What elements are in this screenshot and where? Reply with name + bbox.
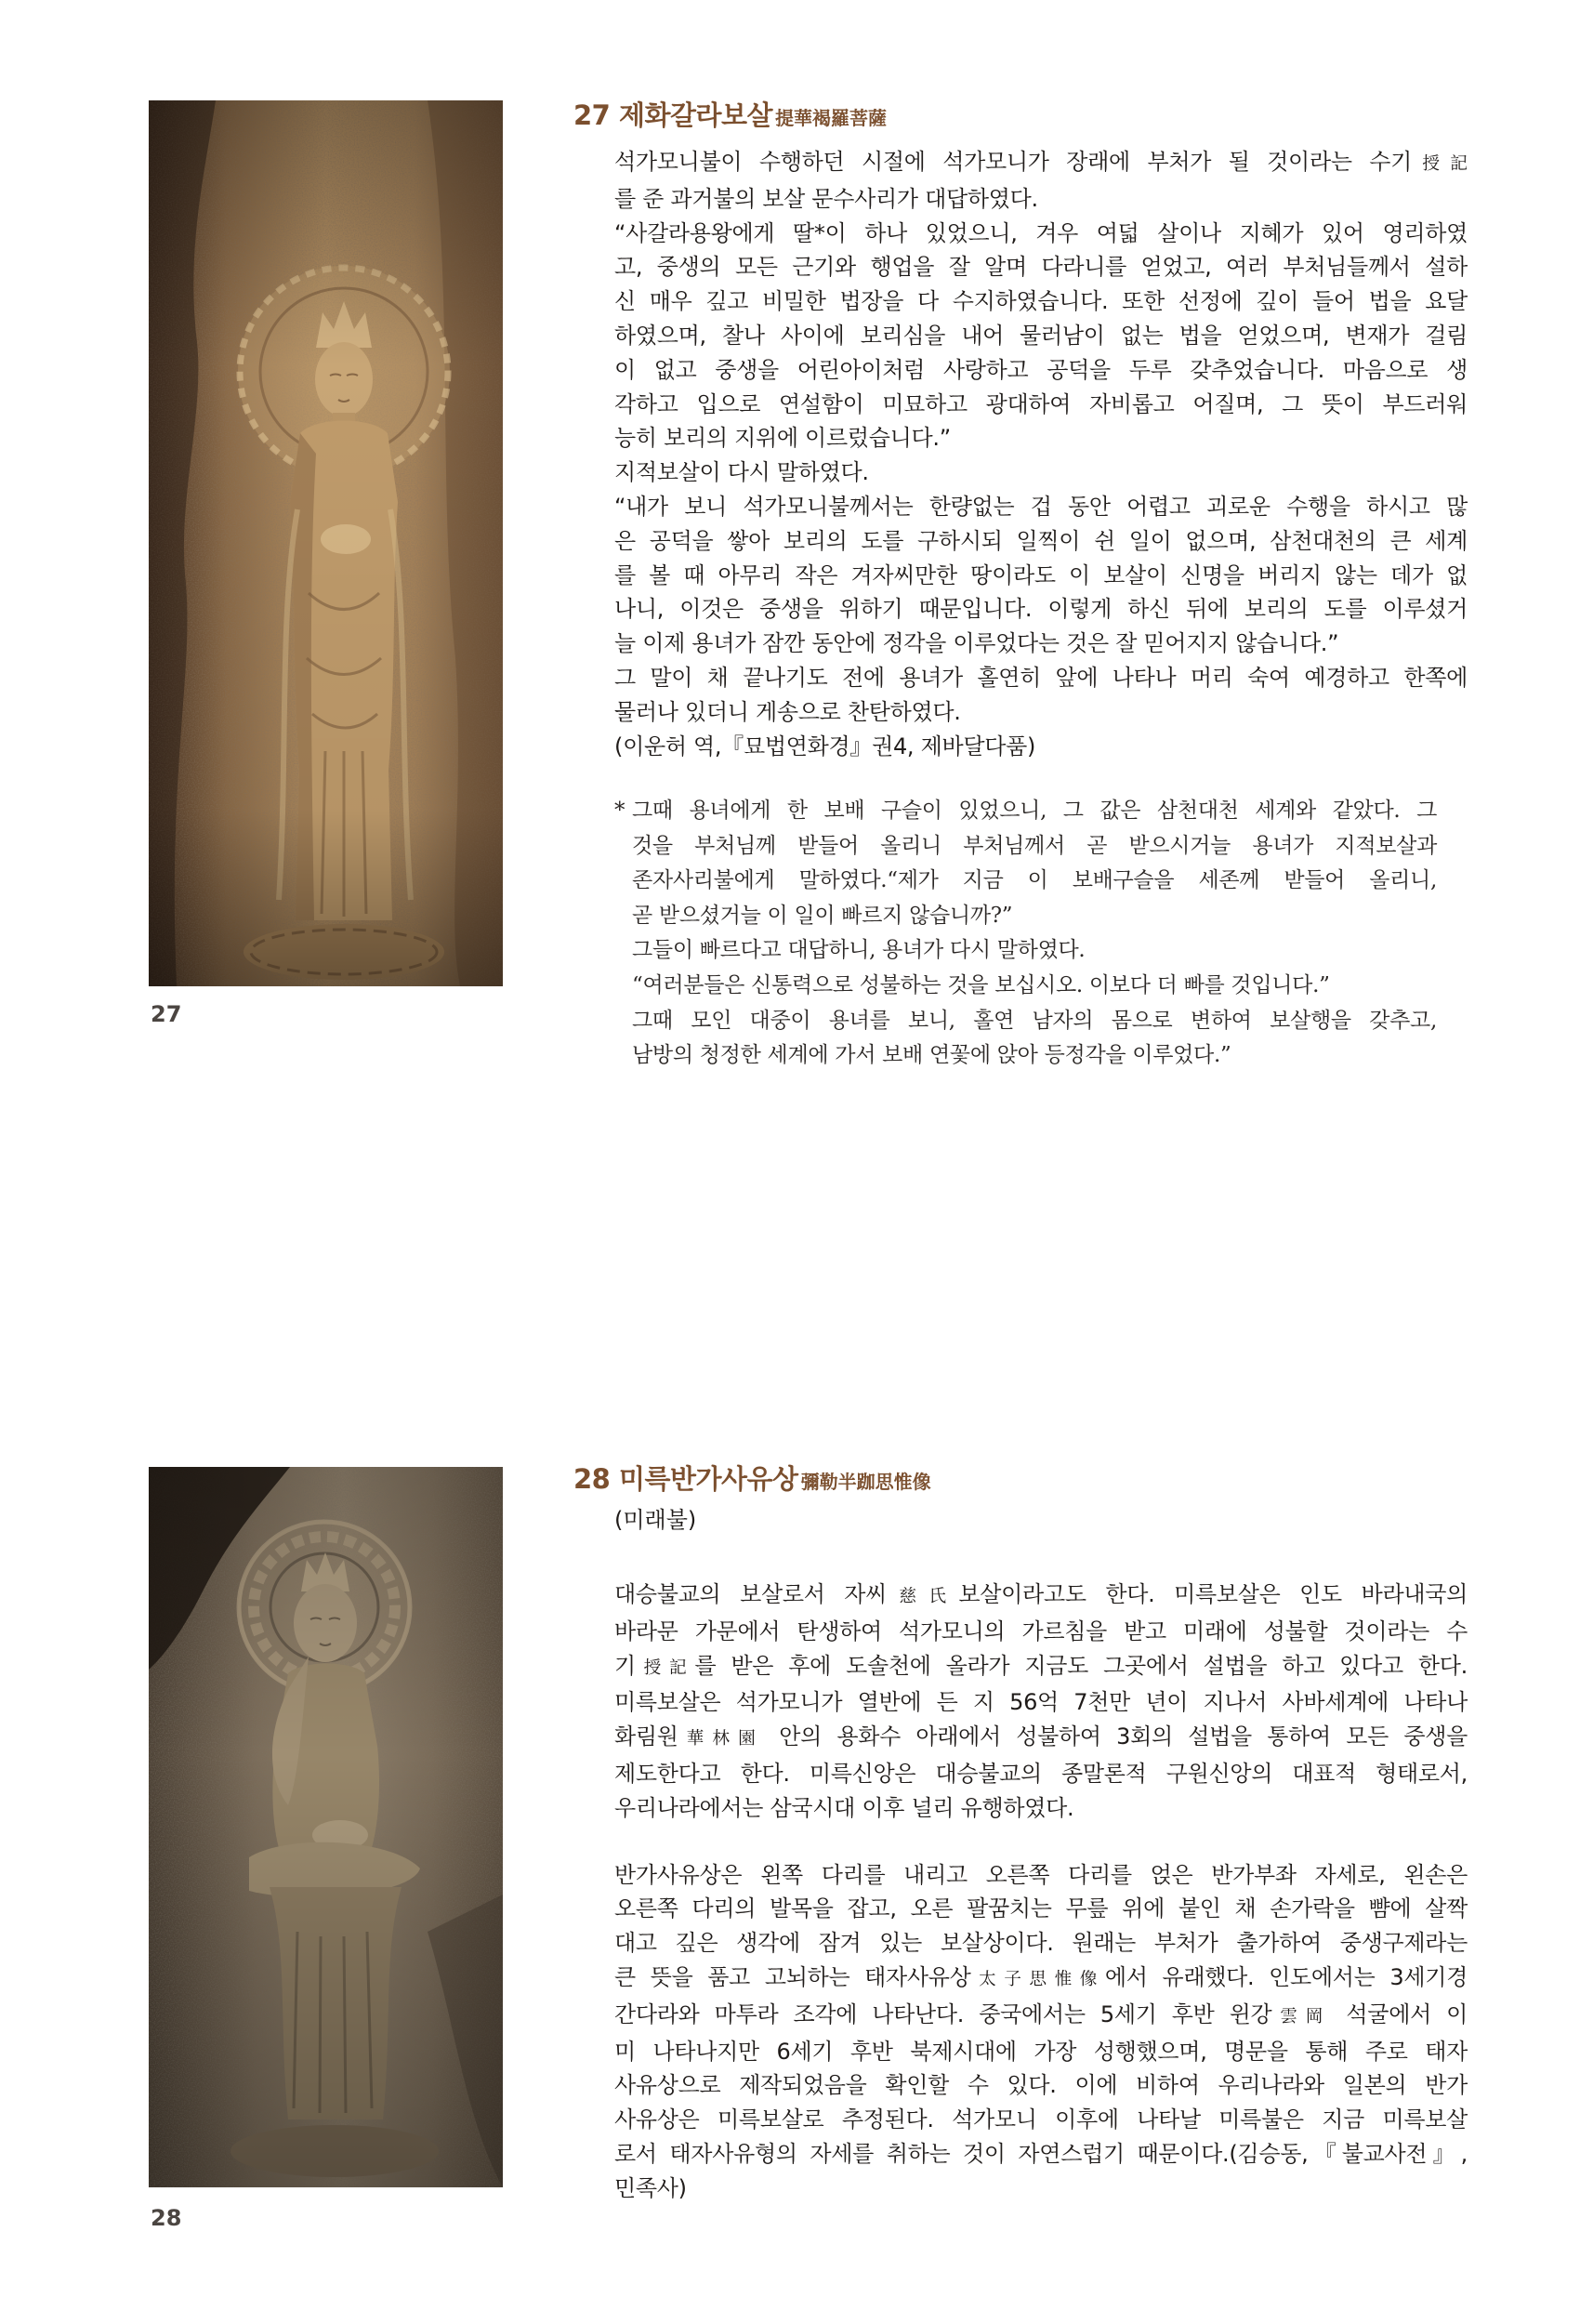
paragraph — [614, 145, 1468, 217]
photo-vignette — [149, 1467, 503, 2187]
section-subtitle: (미래불) — [614, 1507, 697, 1533]
standing-bodhisattva-relief — [149, 100, 503, 986]
text-line: 것을 부처님께 받들어 올리니 부처님께서 곧 받으시거늘 용녀가 지적보살과 — [632, 833, 1437, 858]
text-line: “내가 보니 석가모니불께서는 한량없는 겁 동안 어렵고 괴로운 수행을 하시고 많 — [614, 493, 1468, 520]
text-line: 이 없고 중생을 어린아이처럼 사랑하고 공덕을 두루 갖추었습니다. 마음으로 생 — [614, 356, 1468, 383]
paragraph — [614, 661, 1468, 730]
hanja-gloss: 華林園 — [678, 1729, 764, 1750]
paragraph — [614, 490, 1468, 661]
photo-caption: 27 — [151, 1001, 182, 1027]
text-line: 존자사리불에게 말하였다.“제가 지금 이 보배구슬을 세존께 받들어 올리니, — [632, 868, 1437, 893]
section-number: 27 — [573, 99, 611, 131]
text-line: 은 공덕을 쌓아 보리의 도를 구하시되 일찍이 쉰 일이 없으며, 삼천대천의 큰 세계 — [614, 527, 1468, 554]
paragraph — [614, 217, 1468, 456]
paragraph — [614, 1858, 1468, 2206]
text-line: (이운허 역,『묘법연화경』권4, 제바달다품) — [614, 733, 1036, 759]
section-number: 28 — [573, 1463, 611, 1495]
text-line: 그 말이 채 끝나기도 전에 용녀가 홀연히 앞에 나타나 머리 숙여 예경하고 한쪽에 — [614, 664, 1468, 691]
text-line: 대승불교의 보살로서 자씨慈氏보살이라고도 한다. 미륵보살은 인도 바라내국의 — [614, 1581, 1468, 1607]
text-line: 사유상으로 제작되었음을 확인할 수 있다. 이에 비하여 우리나라와 일본의 반가 — [614, 2072, 1468, 2099]
text-line: 우리나라에서는 삼국시대 이후 널리 유행하였다. — [614, 1794, 1074, 1821]
section-title-hanja: 提華褐羅菩薩 — [775, 107, 888, 129]
text-line: 제도한다고 한다. 미륵신앙은 대승불교의 종말론적 구원신앙의 대표적 형태로서, — [614, 1760, 1468, 1787]
text-line: “사갈라용왕에게 딸*이 하나 있었으니, 겨우 여덟 살이나 지혜가 있어 영리하였 — [614, 219, 1468, 246]
text-line: 간다라와 마투라 조각에 나타난다. 중국에서는 5세기 후반 윈강雲岡 석굴에서 이 — [614, 2000, 1468, 2027]
footnote-marker: * — [614, 799, 625, 823]
section-title-hanja: 彌勒半跏思惟像 — [800, 1471, 931, 1493]
text-line: 신 매우 깊고 비밀한 법장을 다 수지하였습니다. 또한 선정에 깊이 들어 법을 요달 — [614, 288, 1468, 315]
text-line: 능히 보리의 지위에 이르렀습니다.” — [614, 425, 951, 452]
text-line: 남방의 청정한 세계에 가서 보배 연꽃에 앉아 등정각을 이루었다.” — [632, 1043, 1231, 1068]
text-line: 그때 용녀에게 한 보배 구슬이 있었으니, 그 값은 삼천대천 세계와 같았다. 그 — [632, 799, 1437, 823]
paragraph — [632, 1004, 1437, 1074]
paragraph — [632, 794, 1437, 933]
paragraph — [614, 730, 1468, 764]
text-line: 석가모니불이 수행하던 시절에 석가모니가 장래에 부처가 될 것이라는 수기授記 — [614, 149, 1468, 175]
text-line: “여러분들은 신통력으로 성불하는 것을 보십시오. 이보다 더 빠를 것입니다.” — [632, 972, 1330, 997]
text-line: 각하고 입으로 연설함이 미묘하고 광대하여 자비롭고 어질며, 그 뜻이 부드러워 — [614, 390, 1468, 417]
relief-photo-28 — [149, 1467, 503, 2187]
text-line: 그들이 빠르다고 대답하니, 용녀가 다시 말하였다. — [632, 938, 1086, 963]
paragraph — [614, 456, 1468, 490]
text-line: 오른쪽 다리의 발목을 잡고, 오른 팔꿈치는 무릎 위에 붙인 채 손가락을 뺨에 살짝 — [614, 1895, 1468, 1922]
hanja-gloss: 雲岡 — [1271, 2006, 1332, 2027]
section-title: 미륵반가사유상 — [618, 1463, 798, 1495]
text-line: 나니, 이것은 중생을 위하기 때문입니다. 이렇게 하신 뒤에 보리의 도를 이루셨거 — [614, 596, 1468, 623]
section-title: 제화갈라보살 — [618, 99, 773, 131]
photo-caption: 28 — [151, 2205, 182, 2231]
text-line: 늘 이제 용녀가 잠깐 동안에 정각을 이루었다는 것은 잘 믿어지지 않습니다.” — [614, 630, 1339, 657]
text-line: 고, 중생의 모든 근기와 행업을 잘 알며 다라니를 얻었고, 여러 부처님들께서 설하 — [614, 254, 1468, 281]
pensive-bodhisattva-relief — [149, 1467, 503, 2187]
relief-photo-27 — [149, 100, 503, 986]
hanja-gloss: 授記 — [1412, 154, 1468, 174]
text-line: 큰 뜻을 품고 고뇌하는 태자사유상太子思惟像에서 유래했다. 인도에서는 3세기경 — [614, 1963, 1468, 1990]
text-line: 반가사유상은 왼쪽 다리를 내리고 오른쪽 다리를 얹은 반가부좌 자세로, 왼손은 — [614, 1861, 1468, 1888]
text-line: 지적보살이 다시 말하였다. — [614, 459, 869, 486]
hanja-gloss: 慈氏 — [887, 1587, 959, 1606]
text-line: 민족사) — [614, 2174, 687, 2201]
text-line: 하였으며, 찰나 사이에 보리심을 내어 물러남이 없는 법을 얻었으며, 변재가 걸림 — [614, 322, 1468, 349]
text-line: 화림원華林園 안의 용화수 아래에서 성불하여 3회의 설법을 통하여 모든 중생을 — [614, 1723, 1468, 1750]
text-line: 미륵보살은 석가모니가 열반에 든 지 56억 7천만 년이 지나서 사바세계에 나타나 — [614, 1689, 1468, 1716]
text-line: 를 준 과거불의 보살 문수사리가 대답하였다. — [614, 185, 1038, 212]
section-heading — [573, 99, 887, 135]
text-line: 바라문 가문에서 탄생하여 석가모니의 가르침을 받고 미래에 성불할 것이라는 수 — [614, 1618, 1468, 1644]
paragraph — [632, 933, 1437, 969]
text-line: 그때 모인 대중이 용녀를 보니, 홀연 남자의 몸으로 변하여 보살행을 갖추고, — [632, 1008, 1437, 1033]
text-line: 기授記를 받은 후에 도솔천에 올라가 지금도 그곳에서 설법을 하고 있다고 한다. — [614, 1652, 1468, 1679]
text-line: 사유상은 미륵보살로 추정된다. 석가모니 이후에 나타날 미륵불은 지금 미륵보살 — [614, 2106, 1468, 2133]
section-body — [614, 145, 1468, 763]
section-heading — [573, 1462, 931, 1499]
footnote-text — [632, 794, 1437, 1074]
text-line: 물러나 있더니 게송으로 찬탄하였다. — [614, 698, 961, 725]
paragraph — [614, 1578, 1468, 1826]
text-line: 미 나타나지만 6세기 후반 북제시대에 가장 성행했으며, 명문을 통해 주로 태자 — [614, 2038, 1468, 2065]
hanja-gloss: 授記 — [635, 1657, 695, 1678]
section-body — [614, 1578, 1468, 2206]
paragraph — [632, 969, 1437, 1004]
hanja-gloss: 太子思惟像 — [970, 1969, 1105, 1989]
text-line: 를 볼 때 아무리 작은 겨자씨만한 땅이라도 이 보살이 신명을 버리지 않는 데가 없 — [614, 561, 1468, 588]
text-line: 대고 깊은 생각에 잠겨 있는 보살상이다. 원래는 부처가 출가하여 중생구제라는 — [614, 1930, 1468, 1957]
text-line: 곧 받으셨거늘 이 일이 빠르지 않습니까?” — [632, 903, 1013, 928]
photo-vignette — [149, 100, 503, 986]
text-line: 로서 태자사유형의 자세를 취하는 것이 자연스럽기 때문이다.(김승동,『불교사전』, — [614, 2140, 1468, 2167]
